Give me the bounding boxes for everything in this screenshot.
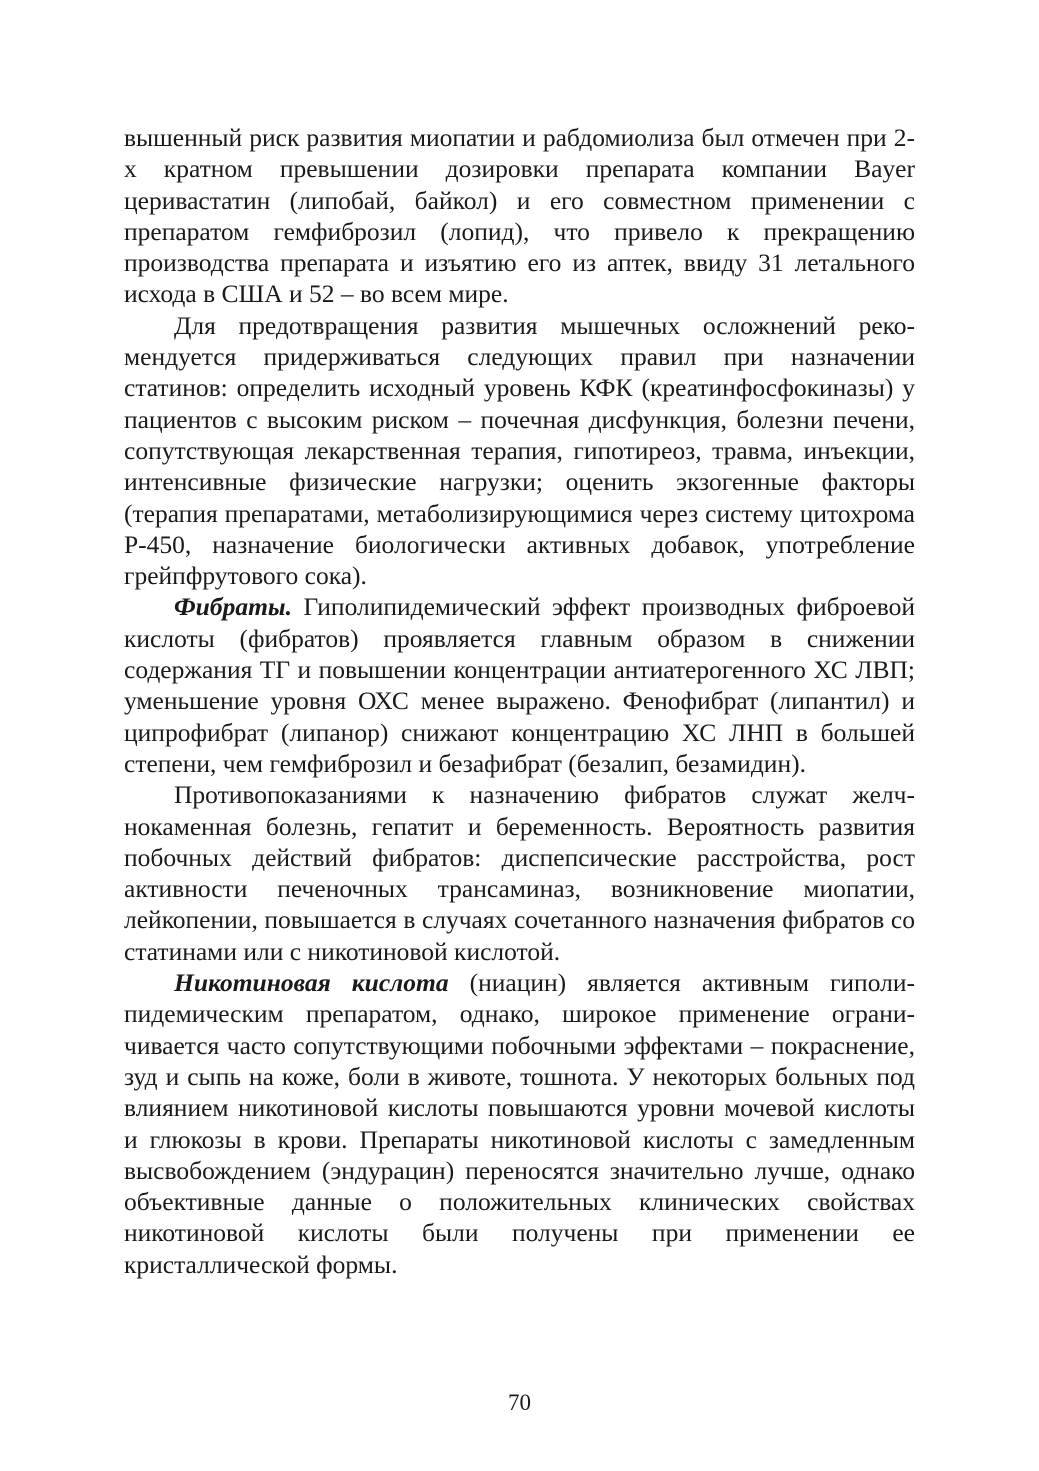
- paragraph-2-text: Для предотвращения развития мышечных осложнений рекомендуется придерживаться следующих правил при назначении статинов: определить исходный уровень КФК (креатинфосфокиназы) у пациентов с высоким риском – почечная дисфункция, болезни печени, сопутствующая лекарственная терапия, гипотиреоз, травма, инъекции, интенсивные физические нагрузки; оценить экзогенные факторы (терапия препаратами, метаболизирующимися через систему цитохрома Р-450, назначение биологически активных добавок, употребление грейпфрутового сока).: [124, 310, 915, 591]
- term-nicotinic-acid: Никотиновая кислота: [174, 968, 449, 998]
- paragraph-contraindications-text: Противопоказаниями к назначению фибратов служат желчнокаменная болезнь, гепатит и беременность. Вероятность развития побочных действий фибратов: диспепсические расстройства, рост активности печеночных трансаминаз, возникновение миопатии, лейкопении, повышается в случаях сочетанного назначения фибратов со статинами или с никотиновой кислотой.: [124, 780, 915, 966]
- page-number: 70: [508, 1390, 531, 1415]
- paragraph-1: [124, 122, 915, 310]
- term-fibrates: Фибраты.: [174, 592, 292, 622]
- page-body: [124, 122, 915, 1280]
- paragraph-contraindications: [124, 779, 915, 967]
- paragraph-nicotinic-acid: [124, 967, 915, 1280]
- paragraph-fibrates: [124, 591, 915, 779]
- paragraph-1-text: вышенный риск развития миопатии и рабдомиолиза был отмечен при 2-х кратном превышении дозировки препарата компании Bayer церивастатин (липобай, байкол) и его совместном применении с препаратом гемфиброзил (лопид), что привело к прекращению производства препарата и изъятию его из аптек, ввиду 31 летального исхода в США и 52 – во всем мире.: [124, 123, 915, 309]
- paragraph-2: [124, 310, 915, 592]
- paragraph-fibrates-text: Гиполипидемический эффект производных фиброевой кислоты (фибратов) проявляется главным образом в снижении содержания ТГ и повышении концентрации антиатерогенного ХС ЛВП; уменьшение уровня ОХС менее выражено. Фенофибрат (липантил) и ципрофибрат (липанор) снижают концентрацию ХС ЛНП в большей степени, чем гемфиброзил и безафибрат (безалип, безамидин).: [124, 592, 915, 778]
- paragraph-nicotinic-acid-text: (ниацин) является активным гиполипидемическим препаратом, однако, широкое применение ограничивается часто сопутствующими побочными эффектами – покраснение, зуд и сыпь на коже, боли в животе, тошнота. У некоторых больных под влиянием никотиновой кислоты повышаются уровни мочевой кислоты и глюкозы в крови. Препараты никотиновой кислоты с замедленным высвобождением (эндурацин) переносятся значительно лучше, однако объективные данные о положительных клинических свойствах никотиновой кислоты были получены при применении ее кристаллической формы.: [124, 968, 915, 1279]
